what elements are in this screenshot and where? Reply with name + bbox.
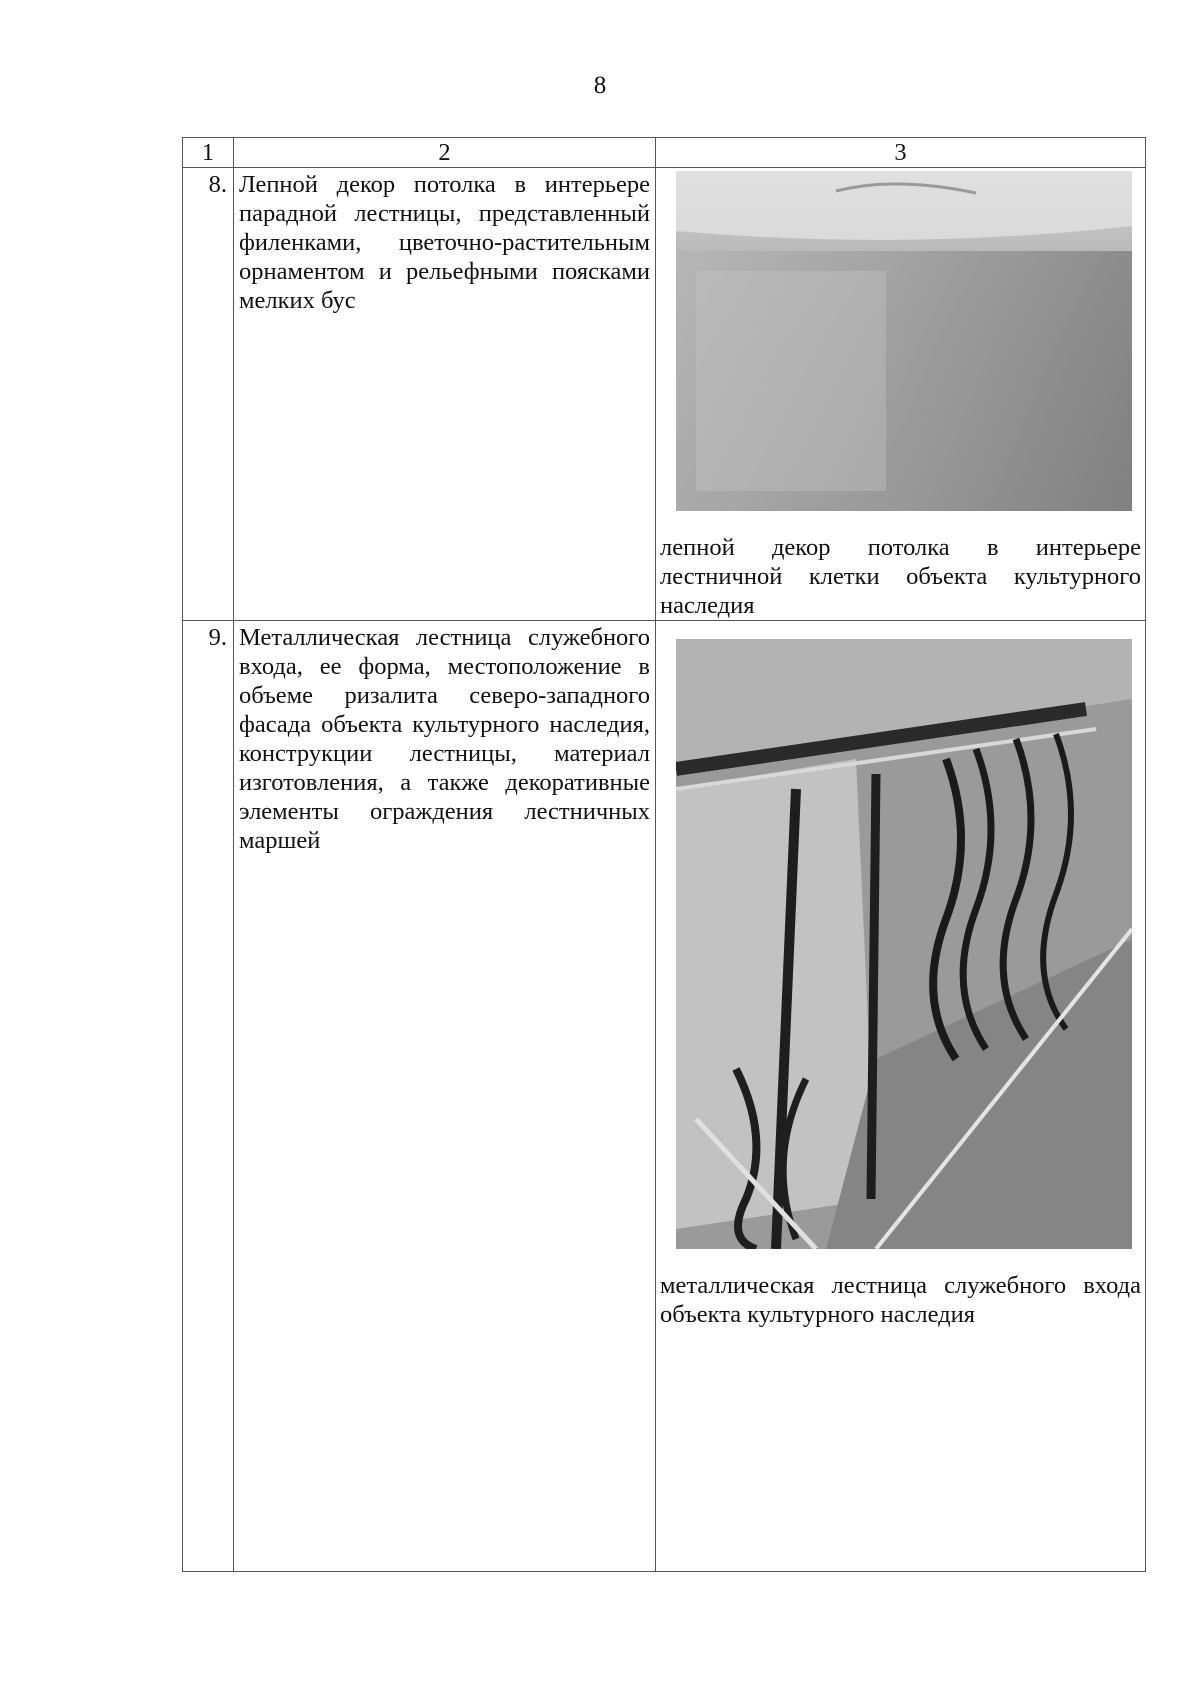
metal-staircase-photo <box>676 639 1132 1249</box>
photo-caption: лепной декор потолка в интерьере лестничной клетки объекта культурного наследия <box>660 534 1141 619</box>
row-description: Металлическая лестница служебного входа, ее форма, местоположение в объеме ризалита северо-западного фасада объекта культурного наследия, конструкции лестницы, материал изготовления, а также декоративные элементы ограждения лестничных маршей <box>234 621 656 1572</box>
photo-cell <box>656 168 1146 621</box>
photo-cell <box>656 621 1146 1572</box>
heritage-table <box>182 137 1146 1572</box>
table-row <box>183 168 1146 621</box>
column-header-3: 3 <box>656 138 1146 168</box>
row-number: 8. <box>183 168 234 621</box>
photo-caption: металлическая лестница служебного входа объекта культурного наследия <box>660 1272 1141 1328</box>
table-header-row <box>183 138 1146 168</box>
column-header-2: 2 <box>234 138 656 168</box>
row-number: 9. <box>183 621 234 1572</box>
row-description: Лепной декор потолка в интерьере парадной лестницы, представленный филенками, цветочно-растительным орнаментом и рельефными поясками мелких бус <box>234 168 656 621</box>
table-row <box>183 621 1146 1572</box>
column-header-1: 1 <box>183 138 234 168</box>
ceiling-decor-photo <box>676 171 1132 511</box>
page-number: 8 <box>593 72 607 99</box>
